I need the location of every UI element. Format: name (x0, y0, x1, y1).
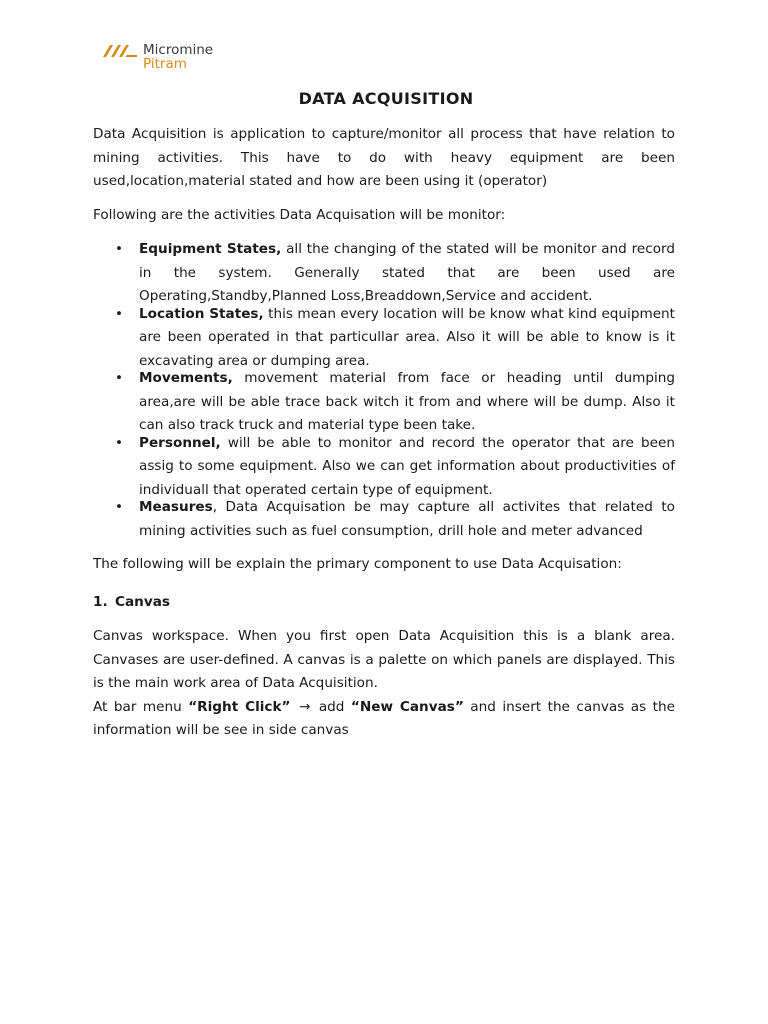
list-item-term: Equipment States, (139, 241, 282, 257)
micromine-pitram-logo (101, 43, 231, 73)
components-lead: The following will be explain the primary component to use Data Acquisation: (93, 556, 622, 572)
bullet-icon: • (115, 499, 124, 515)
section-heading-canvas (93, 591, 675, 615)
list-item-term: Movements, (139, 370, 233, 386)
instr-new-canvas: “New Canvas” (350, 698, 464, 715)
instr-prefix: At bar menu (93, 698, 189, 715)
list-item-text: all the changing of the stated will be monitor and record in the system. Generally stated that are been used are Operating,Standby,Planned Loss,Breaddown,Service and accident. (139, 241, 676, 304)
document-body (93, 88, 675, 743)
list-item (93, 303, 675, 374)
list-item (93, 432, 675, 503)
list-item-text: movement material from face or heading until dumping area,are will be able trace back witch it from and where will be dump. Also it can also track truck and material type been take. (139, 370, 675, 433)
canvas-instruction (93, 696, 675, 743)
section-number: 1. (93, 593, 108, 610)
list-item-term: Location States, (139, 305, 264, 322)
list-item (93, 367, 675, 438)
bullet-icon: • (115, 305, 124, 322)
logo-mark-icon (101, 44, 139, 58)
instr-suffix: and insert the canvas as the information will be see in side canvas (93, 698, 675, 738)
logo-word-pitram: Pitram (143, 56, 187, 72)
document-title: DATA ACQUISITION (298, 89, 474, 108)
activities-lead: Following are the activities Data Acquisation will be monitor: (93, 206, 506, 223)
bullet-icon: • (115, 370, 124, 386)
list-item-text: this mean every location will be know what kind equipment are been operated in that particullar area. Also it will be able to know is it excavating area or dumping area. (139, 305, 676, 369)
list-item-term: Measures (139, 499, 213, 515)
instr-right-click: “Right Click” (188, 698, 291, 715)
list-item-text: will be able to monitor and record the operator that are been assig to some equipment. Also we can get information about productivities of individuall that operated certain type of equipment. (139, 434, 675, 498)
arrow-right-icon: → (298, 698, 311, 715)
list-item-term: Personnel, (139, 434, 221, 451)
activities-list (93, 238, 675, 543)
logo-word-micromine: Micromine (143, 42, 214, 58)
intro-paragraph: Data Acquisition is application to capture/monitor all process that have relation to mining activities. This have to do with heavy equipment are been used,location,material stated and how are been using it (operator) (93, 126, 675, 189)
instr-add: add (312, 698, 351, 715)
section-heading-text: Canvas (115, 593, 170, 610)
list-item-text: , Data Acquisation be may capture all activites that related to mining activities such as fuel consumption, drill hole and meter advanced (139, 499, 675, 539)
canvas-paragraph: Canvas workspace. When you first open Data Acquisition this is a blank area. Canvases are user-defined. A canvas is a palette on which panels are displayed. This is the main work area of Data Acquisition. (93, 628, 675, 691)
bullet-icon: • (115, 241, 124, 257)
bullet-icon: • (115, 434, 124, 451)
list-item (93, 496, 675, 543)
list-item (93, 238, 675, 309)
